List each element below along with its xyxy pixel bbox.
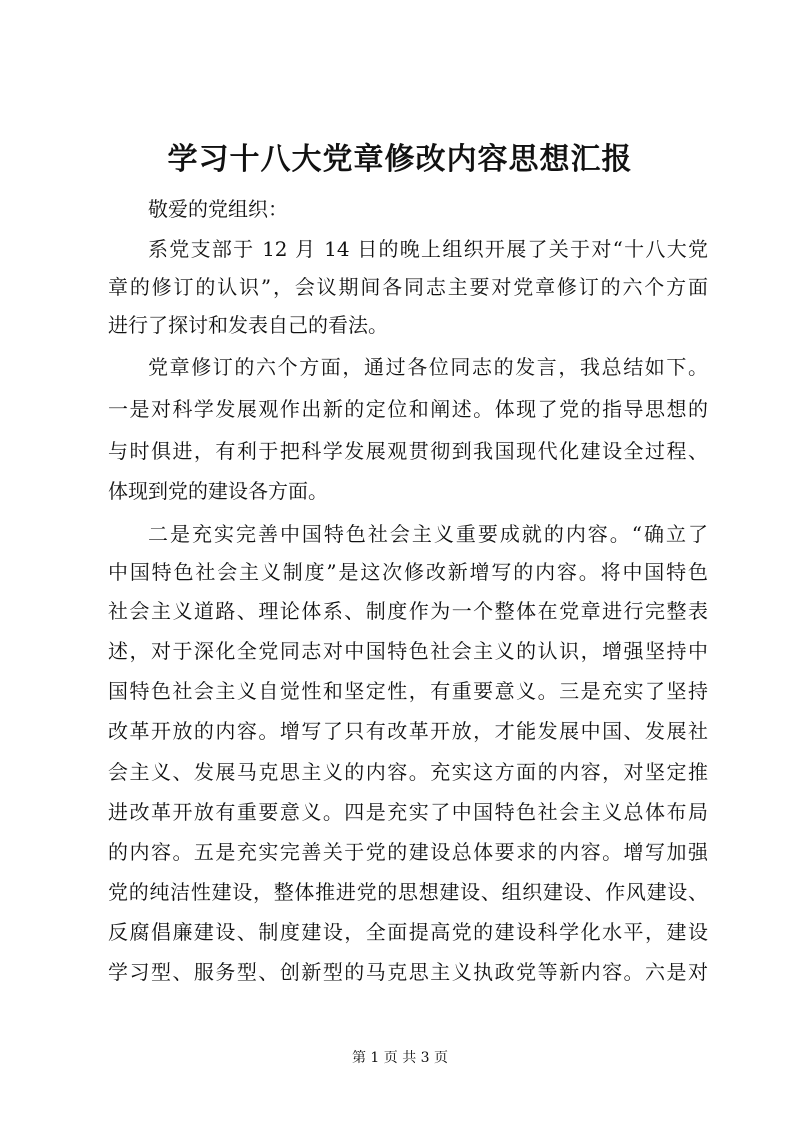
body-line: 章的修订的认识”，会议期间各同志主要对党章修订的六个方面 bbox=[108, 275, 708, 299]
body-line: 体现到党的建设各方面。 bbox=[108, 479, 328, 503]
body-line: 社会主义道路、理论体系、制度作为一个整体在党章进行完整表 bbox=[108, 599, 708, 623]
body-line: 与时俱进，有利于把科学发展观贯彻到我国现代化建设全过程、 bbox=[108, 439, 708, 463]
body-line: 党的纯洁性建设，整体推进党的思想建设、组织建设、作风建设、 bbox=[108, 880, 708, 904]
document-title: 学习十八大党章修改内容思想汇报 bbox=[167, 142, 633, 177]
body-line: 反腐倡廉建设、制度建设，全面提高党的建设科学化水平，建设 bbox=[108, 920, 708, 944]
body-line: 进改革开放有重要意义。四是充实了中国特色社会主义总体布局 bbox=[108, 800, 708, 824]
body-line: 国特色社会主义自觉性和坚定性，有重要意义。三是充实了坚持 bbox=[108, 679, 708, 703]
page-footer: 第 1 页 共 3 页 bbox=[351, 1050, 449, 1066]
body-line: 二是充实完善中国特色社会主义重要成就的内容。“确立了 bbox=[148, 522, 708, 546]
body-line: 系党支部于 12 月 14 日的晚上组织开展了关于对“十八大党 bbox=[148, 237, 708, 261]
body-line: 进行了探讨和发表自己的看法。 bbox=[108, 313, 388, 337]
body-line: 述，对于深化全党同志对中国特色社会主义的认识，增强坚持中 bbox=[108, 639, 708, 663]
body-line: 中国特色社会主义制度”是这次修改新增写的内容。将中国特色 bbox=[108, 560, 708, 584]
body-line: 改革开放的内容。增写了只有改革开放，才能发展中国、发展社 bbox=[108, 719, 708, 743]
body-line: 党章修订的六个方面，通过各位同志的发言，我总结如下。 bbox=[148, 355, 708, 379]
salutation: 敬爱的党组织： bbox=[148, 197, 288, 221]
body-line: 的内容。五是充实完善关于党的建设总体要求的内容。增写加强 bbox=[108, 840, 708, 864]
body-line: 会主义、发展马克思主义的内容。充实这方面的内容，对坚定推 bbox=[108, 760, 708, 784]
body-line: 学习型、服务型、创新型的马克思主义执政党等新内容。六是对 bbox=[108, 960, 708, 984]
body-line: 一是对科学发展观作出新的定位和阐述。体现了党的指导思想的 bbox=[108, 397, 708, 421]
